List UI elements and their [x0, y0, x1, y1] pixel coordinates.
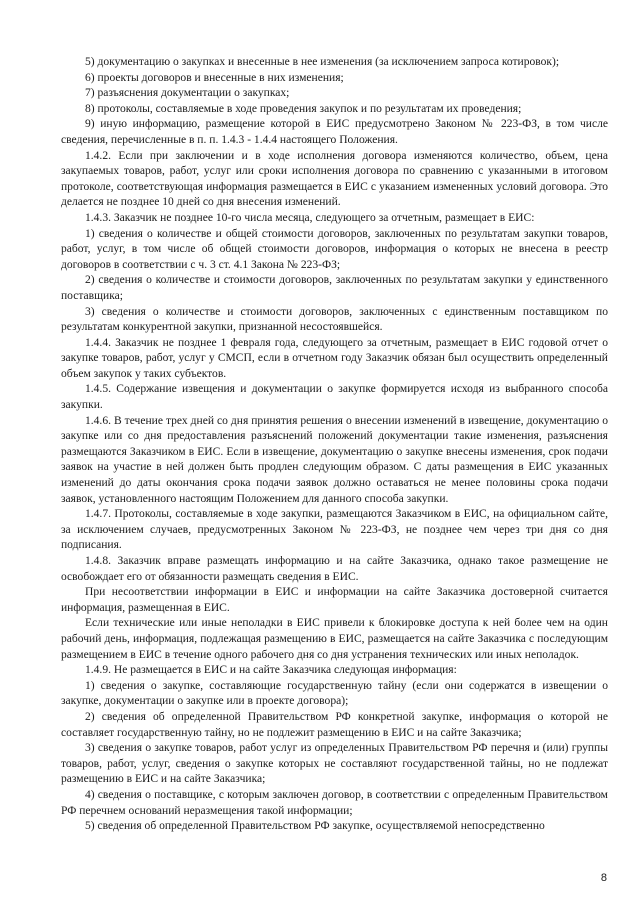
- paragraph: 4) сведения о поставщике, с которым заключен договор, в соответствии с определенным Правительством РФ перечнем оснований неразмещения такой информации;: [61, 788, 608, 817]
- paragraph: 2) сведения о количестве и стоимости договоров, заключенных по результатам закупки у единственного поставщика;: [61, 274, 608, 302]
- paragraph: 8) протоколы, составляемые в ходе проведения закупок и по результатам их проведения;: [85, 102, 522, 115]
- paragraph: 3) сведения о закупке товаров, работ услуг из определенных Правительством РФ перечня и (или) группы товаров, работ, услуг, сведения о закупке которых не составляют государственной тайны, но не подлежат размещению в ЕИС и на сайте Заказчика;: [61, 742, 608, 786]
- paragraph: 1.4.6. В течение трех дней со дня принятия решения о внесении изменений в извещение, документацию о закупке или со дня предоставления разъяснений положений документации такие изменения, разъяснения размещаются Заказчиком в ЕИС. Если в извещение, документацию о закупке внесены изменения, срок подачи заявок на участие в ней должен быть продлен следующим образом. С даты размещения в ЕИС указанных изменений до даты окончания срока подачи заявок должно оставаться не менее половины срока подачи заявок, установленного настоящим Положением для данного способа закупки.: [61, 414, 608, 505]
- paragraph: 6) проекты договоров и внесенные в них изменения;: [85, 71, 344, 84]
- paragraph: 2) сведения об определенной Правительством РФ конкретной закупке, информация о которой не составляет государственную тайну, но не подлежит размещению в ЕИС и на сайте Заказчика;: [61, 710, 608, 739]
- paragraph: 1.4.5. Содержание извещения и документации о закупке формируется исходя из выбранного способа закупки.: [61, 383, 608, 412]
- paragraph: 7) разъяснения документации о закупках;: [85, 87, 290, 100]
- paragraph: 1.4.2. Если при заключении и в ходе исполнения договора изменяются количество, объем, цена закупаемых товаров, работ, услуг или сроки исполнения договора по сравнению с указанными в итоговом протоколе, соответствующая информация размещается в ЕИС с указанием измененных условий договора. Это делается не позднее 10 дней со дня внесения изменений.: [61, 149, 608, 209]
- paragraph: 1) сведения о закупке, составляющие государственную тайну (если они содержатся в извещении о закупке, документации о закупке или в проекте договора);: [61, 679, 608, 708]
- paragraph: 5) документацию о закупках и внесенные в нее изменения (за исключением запроса котировок);: [85, 56, 560, 68]
- paragraph: Если технические или иные неполадки в ЕИС привели к блокировке доступа к ней более чем на один рабочий день, информация, подлежащая размещению в ЕИС, размещается на сайте Заказчика с последующим размещением в ЕИС в течение одного рабочего дня со дня устранения технических или иных неполадок.: [61, 617, 608, 661]
- paragraph: 1.4.8. Заказчик вправе размещать информацию и на сайте Заказчика, однако такое размещение не освобождает его от обязанности размещать сведения в ЕИС.: [61, 555, 608, 583]
- paragraph: 1.4.9. Не размещается в ЕИС и на сайте Заказчика следующая информация:: [85, 664, 457, 677]
- document-body: [61, 55, 608, 835]
- paragraph: 3) сведения о количестве и стоимости договоров, заключенных с единственным поставщиком по результатам конкурентной закупки, признанной несостоявшейся.: [61, 305, 608, 334]
- page-number: 8: [600, 872, 607, 884]
- paragraph: 5) сведения об определенной Правительством РФ закупке, осуществляемой непосредственно: [85, 820, 545, 833]
- paragraph: При несоответствии информации в ЕИС и информации на сайте Заказчика достоверной считается информация, размещенная в ЕИС.: [61, 586, 608, 614]
- paragraph: 1.4.3. Заказчик не позднее 10-го числа месяца, следующего за отчетным, размещает в ЕИС:: [85, 211, 535, 224]
- paragraph: 1) сведения о количестве и общей стоимости договоров, заключенных по результатам закупки товаров, работ, услуг, в том числе об общей стоимости договоров, информация о которых не внесена в реестр договоров в соответствии с ч. 3 ст. 4.1 Закона № 223-ФЗ;: [61, 227, 608, 271]
- paragraph: 1.4.7. Протоколы, составляемые в ходе закупки, размещаются Заказчиком в ЕИС, на официальном сайте, за исключением случаев, предусмотренных Законом № 223-ФЗ, не позднее чем через три дня со дня подписания.: [61, 508, 608, 552]
- paragraph: 9) иную информацию, размещение которой в ЕИС предусмотрено Законом № 223-ФЗ, в том числе сведения, перечисленные в п. п. 1.4.3 - 1.4.4 настоящего Положения.: [61, 118, 608, 146]
- paragraph: 1.4.4. Заказчик не позднее 1 февраля года, следующего за отчетным, размещает в ЕИС годовой отчет о закупке товаров, работ, услуг у СМСП, если в отчетном году Заказчик обязан был осуществить определенный объем закупок у таких субъектов.: [61, 336, 608, 380]
